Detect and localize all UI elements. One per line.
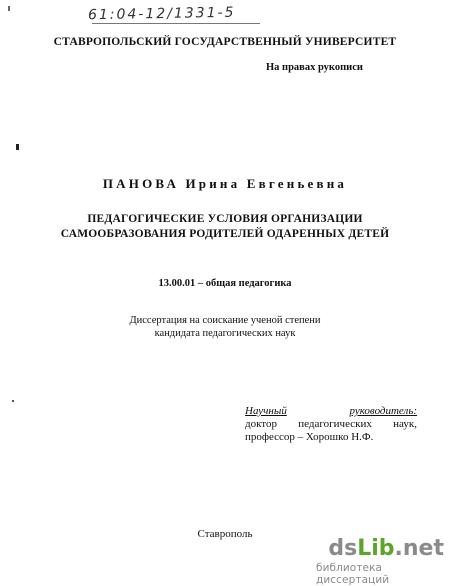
degree-line-2: кандидата педагогических наук	[154, 328, 296, 339]
advisor-label-word-2: руководитель:	[349, 405, 417, 417]
dissertation-title-line-2: САМООБРАЗОВАНИЯ РОДИТЕЛЕЙ ОДАРЕННЫХ ДЕТЕЙ	[60, 228, 390, 240]
dslib-logo: dsLib.net	[328, 536, 444, 561]
handwritten-archive-number: 61:04-12/1331-5	[87, 4, 236, 24]
advisor-name: профессор – Хорошко Н.Ф.	[245, 431, 374, 443]
degree-line-1: Диссертация на соискание ученой степени	[129, 315, 321, 326]
scan-mark	[8, 6, 10, 11]
advisor-label	[245, 405, 417, 418]
author-name: ПАНОВА Ирина Евгеньевна	[102, 176, 348, 191]
dissertation-title-line-1: ПЕДАГОГИЧЕСКИЕ УСЛОВИЯ ОРГАНИЗАЦИИ	[87, 213, 363, 225]
specialty-code: 13.00.01 – общая педагогика	[158, 278, 292, 289]
manuscript-rights: На правах рукописи	[266, 62, 363, 73]
university-name: СТАВРОПОЛЬСКИЙ ГОСУДАРСТВЕННЫЙ УНИВЕРСИТЕТ	[53, 36, 397, 48]
handwritten-underline	[92, 23, 260, 24]
advisor-degree-c: наук,	[393, 418, 417, 430]
scan-dot	[12, 400, 14, 402]
scientific-advisor-block	[245, 405, 417, 444]
advisor-label-word-1: Научный	[245, 405, 287, 417]
scan-mark-left	[16, 144, 19, 150]
dslib-watermark	[316, 536, 444, 586]
advisor-degree-b: педагогических	[298, 418, 372, 430]
city: Ставрополь	[197, 528, 253, 540]
advisor-degree-a: доктор	[245, 418, 277, 430]
advisor-degree	[245, 418, 417, 431]
dslib-subtitle: библиотека диссертаций	[316, 562, 390, 586]
